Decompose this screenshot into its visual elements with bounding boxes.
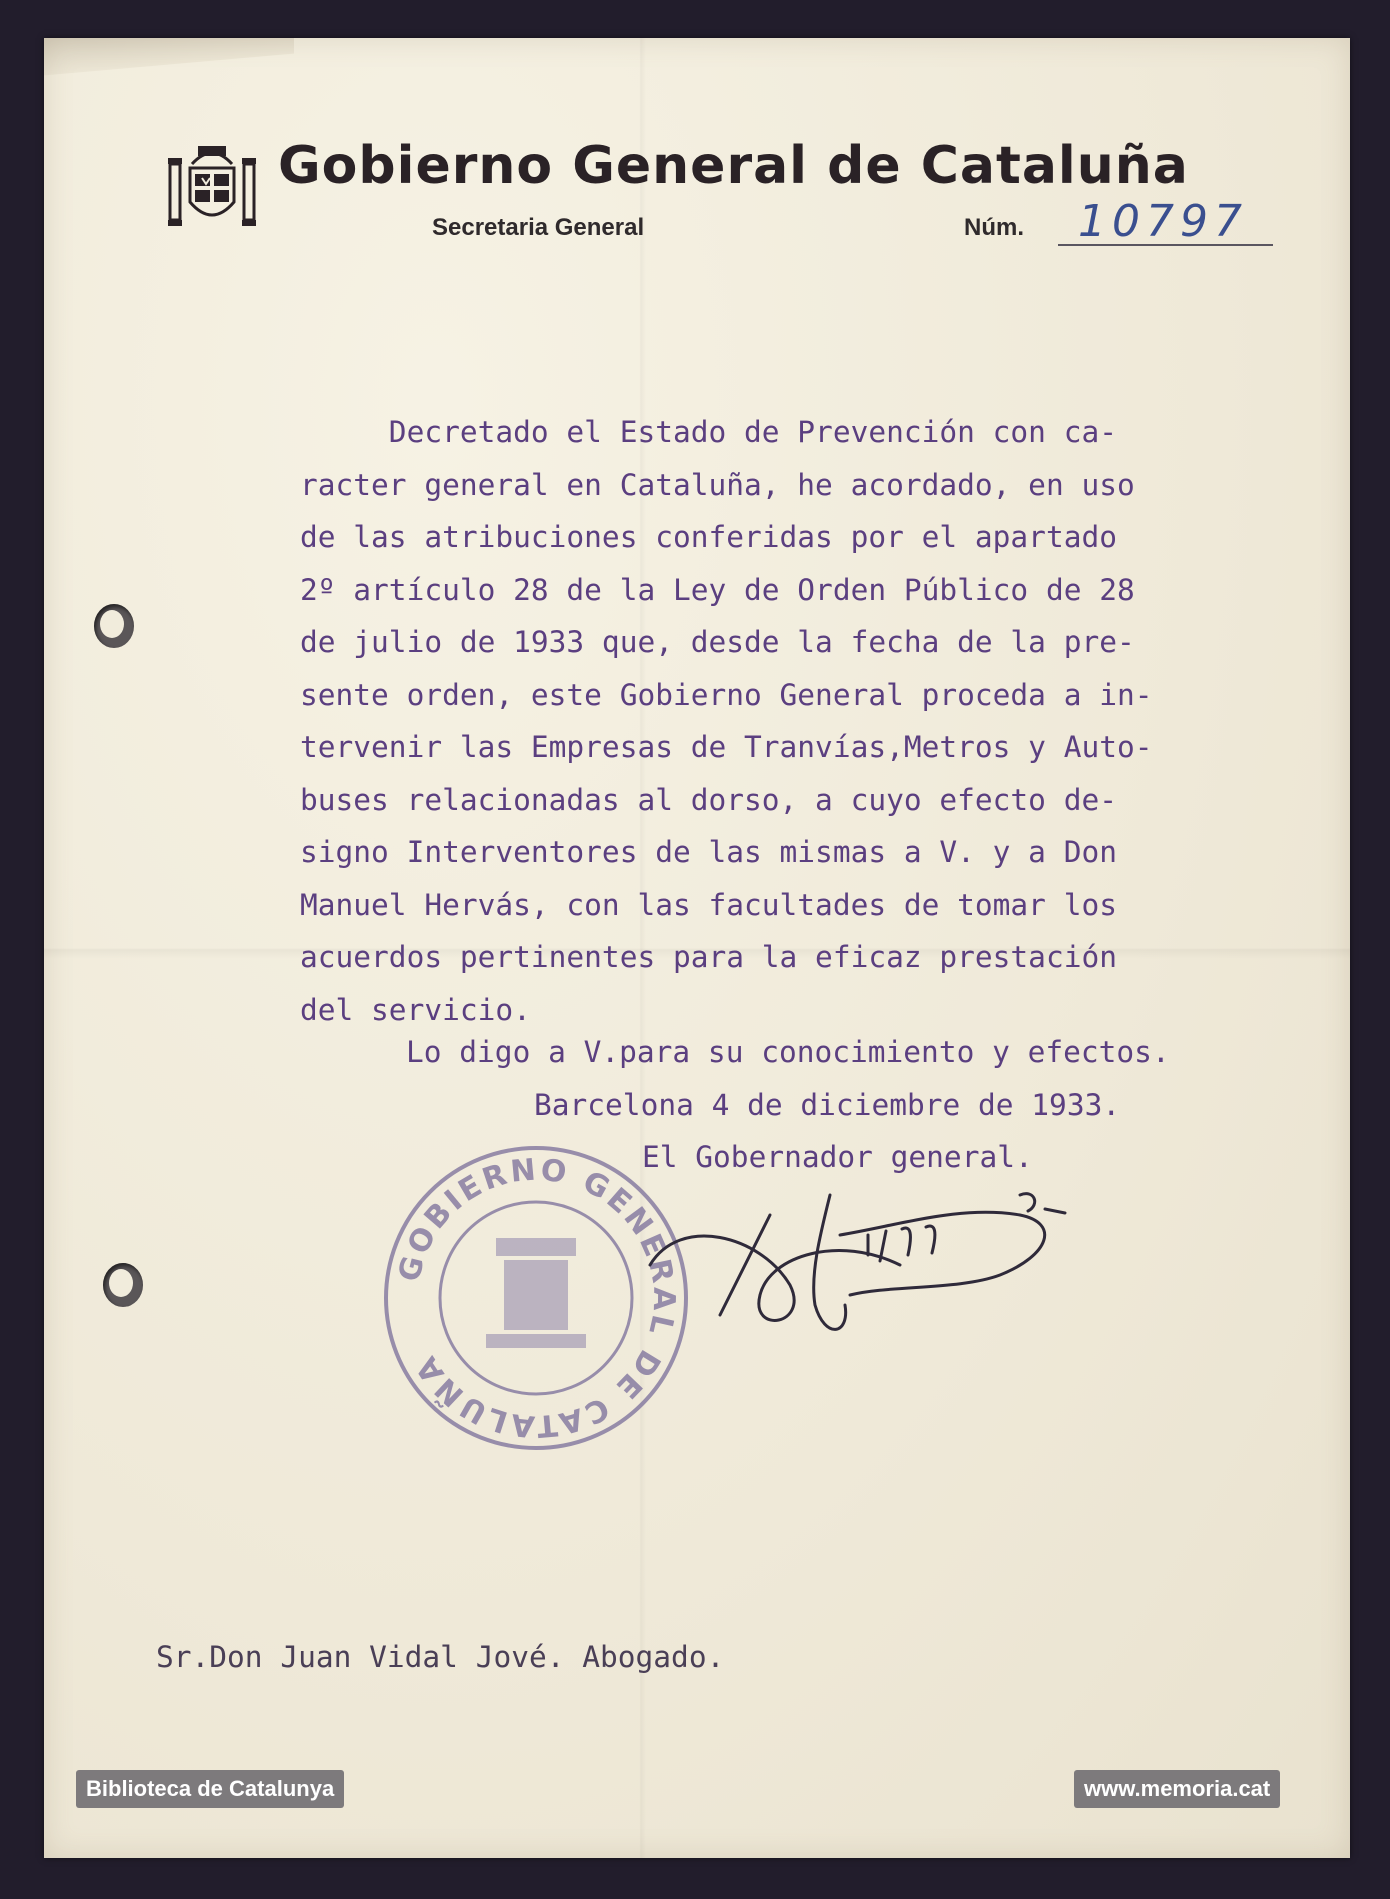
punch-hole xyxy=(103,1263,143,1307)
body-line: de las atribuciones conferidas por el apartado xyxy=(300,520,1117,554)
letter-body xyxy=(300,406,1320,1036)
body-line: 2º artículo 28 de la Ley de Orden Público de 28 xyxy=(300,572,1135,607)
body-line: signo Interventores de las mismas a V. y a Don xyxy=(300,835,1117,869)
body-line: tervenir las Empresas de Tranvías,Metros y Auto- xyxy=(300,730,1153,764)
closing-formula: Lo digo a V.para su conocimiento y efectos. xyxy=(406,1035,1170,1069)
number-label: Núm. xyxy=(964,214,1024,241)
letterhead-title: Gobierno General de Cataluña xyxy=(278,136,1189,196)
coat-of-arms-icon xyxy=(162,136,262,236)
body-line: Manuel Hervás, con las facultades de tomar los xyxy=(300,887,1117,922)
body-line: buses relacionadas al dorso, a cuyo efecto de- xyxy=(300,782,1117,817)
body-line: del servicio. xyxy=(300,992,531,1027)
body-line: acuerdos pertinentes para la eficaz prestación xyxy=(300,940,1117,974)
handwritten-number: 10797 xyxy=(1078,196,1248,247)
body-line: racter general en Cataluña, he acordado, en uso xyxy=(300,467,1135,502)
body-line: Decretado el Estado de Prevención con ca- xyxy=(300,415,1117,449)
stamp-text: GOBIERNO GENERAL DE CATALUÑA xyxy=(391,1152,682,1444)
handwritten-signature xyxy=(640,1175,1080,1365)
body-line: sente orden, este Gobierno General proceda a in- xyxy=(300,677,1153,712)
recipient-line: Sr.Don Juan Vidal Jové. Abogado. xyxy=(156,1640,725,1674)
body-line: de julio de 1933 que, desde la fecha de la pre- xyxy=(300,625,1135,659)
punch-hole xyxy=(94,604,134,648)
folded-corner xyxy=(44,38,294,78)
signatory-title: El Gobernador general. xyxy=(642,1140,1033,1174)
department-label: Secretaria General xyxy=(432,214,645,241)
library-watermark: Biblioteca de Catalunya xyxy=(76,1770,344,1808)
site-watermark: www.memoria.cat xyxy=(1074,1770,1280,1808)
place-date: Barcelona 4 de diciembre de 1933. xyxy=(534,1088,1121,1122)
